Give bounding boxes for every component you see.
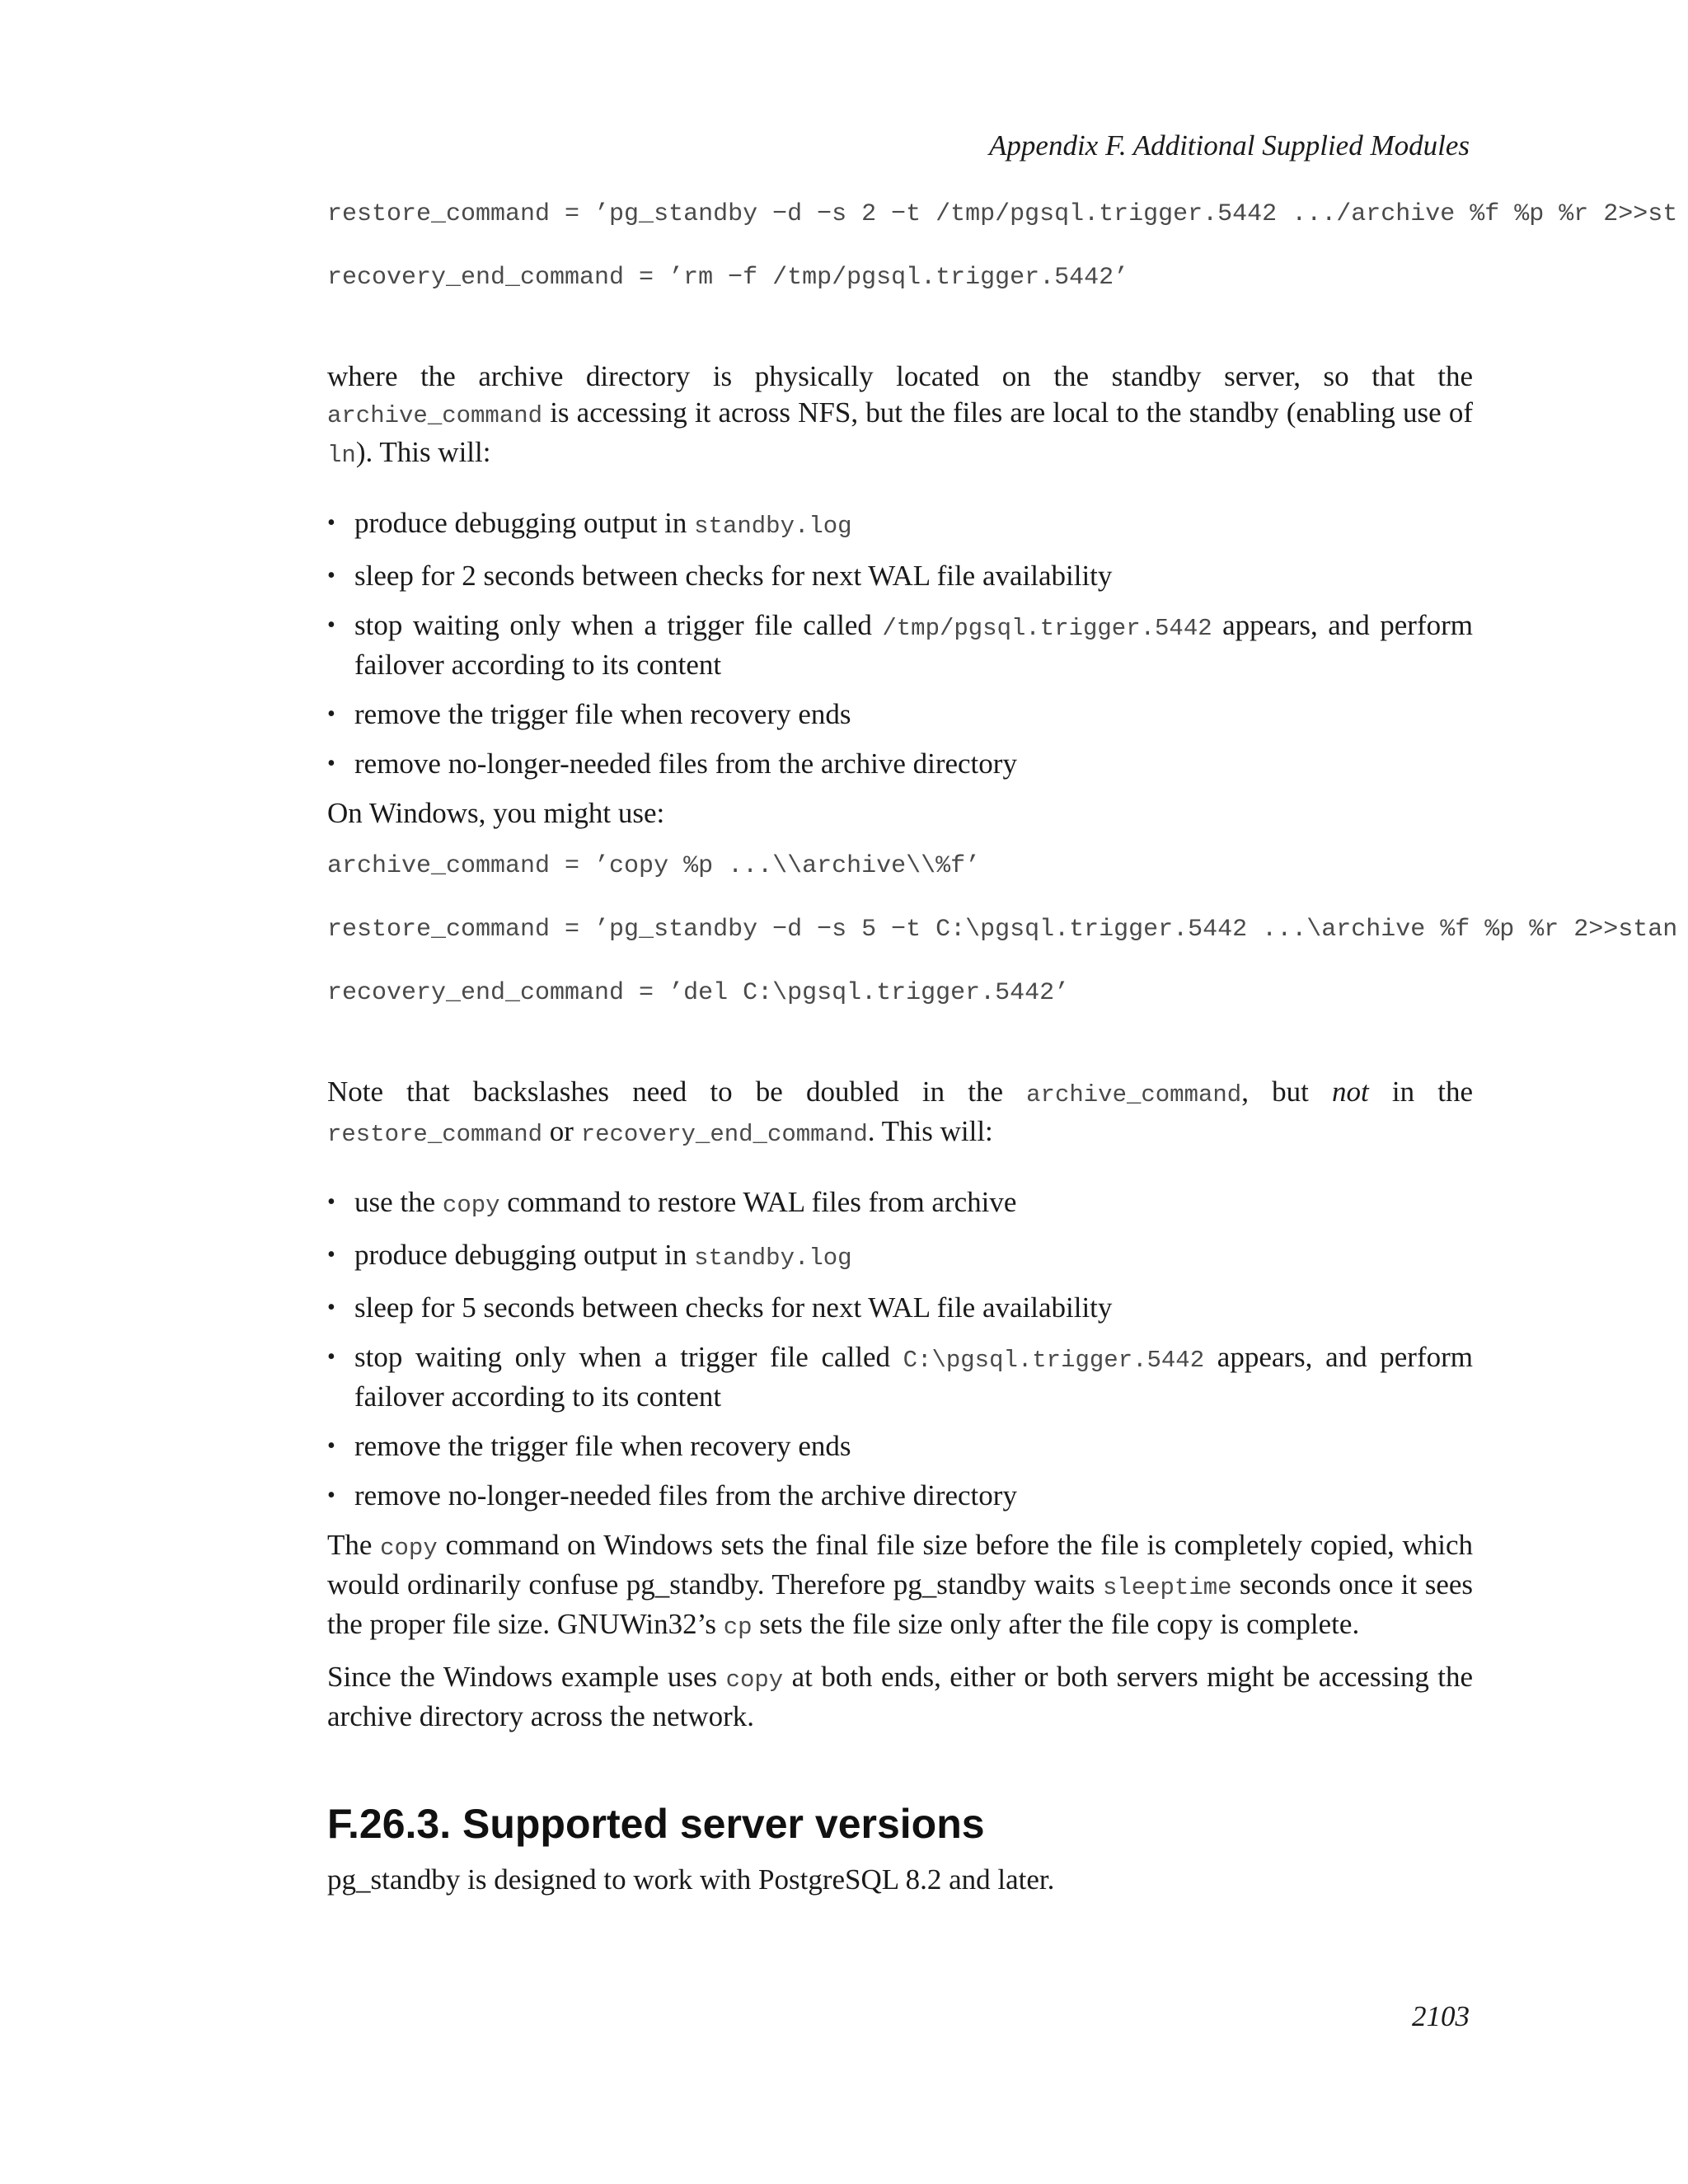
inline-code: archive_command: [1026, 1081, 1242, 1108]
list-item: • remove the trigger file when recovery ends: [327, 698, 851, 730]
code-line: archive_command = ’copy %p ...\\archive\\%f’: [327, 852, 981, 880]
paragraph-supported-versions: pg_standby is designed to work with PostgreSQL 8.2 and later.: [327, 1863, 1055, 1896]
list-item: • remove no-longer-needed files from the archive directory: [327, 1479, 1017, 1511]
section-heading: F.26.3. Supported server versions: [327, 1801, 985, 1847]
code-line: recovery_end_command = ’rm −f /tmp/pgsql.trigger.5442’: [327, 264, 1129, 292]
code-line: restore_command = ’pg_standby −d −s 5 −t C:\pgsql.trigger.5442 ...\archive %f %p %r 2>>stan: [327, 916, 1678, 944]
list-item: • stop waiting only when a trigger file called C:\pgsql.trigger.5442 appears, and perform failover according to its content: [327, 1341, 1473, 1413]
bullet-list-windows: [327, 1184, 1473, 1514]
paragraph-copy-command: The copy command on Windows sets the final file size before the file is completely copied, which would ordinarily confuse pg_standby. Therefore pg_standby waits sleeptime seconds once it sees the proper file size. GNUWin32’s cp sets the file size only after the file copy is complete.: [327, 1529, 1474, 1641]
inline-code: restore_command: [327, 1121, 543, 1148]
paragraph-backslashes-note: Note that backslashes need to be doubled in the archive_command, but not in the restore_command or recovery_end_command. This will:: [327, 1076, 1473, 1148]
list-item: • produce debugging output in standby.log: [327, 507, 852, 540]
list-item: • stop waiting only when a trigger file called /tmp/pgsql.trigger.5442 appears, and perform failover according to its content: [327, 609, 1474, 681]
inline-code: copy: [380, 1535, 438, 1562]
list-item: • produce debugging output in standby.log: [327, 1239, 852, 1272]
inline-code: cp: [723, 1614, 753, 1641]
inline-code: /tmp/pgsql.trigger.5442: [882, 615, 1212, 642]
list-item: • remove no-longer-needed files from the archive directory: [327, 748, 1017, 780]
inline-code: standby.log: [694, 513, 852, 540]
paragraph-archive-directory: where the archive directory is physically located on the standby server, so that the archive_command is accessing it across NFS, but the files are local to the standby (enabling use of ln). This will:: [327, 360, 1473, 469]
code-block-linux: [327, 191, 1678, 301]
inline-code: ln: [327, 442, 356, 469]
inline-code: copy: [442, 1192, 500, 1219]
running-header: Appendix F. Additional Supplied Modules: [989, 129, 1470, 162]
paragraph-windows-intro: On Windows, you might use:: [327, 797, 665, 829]
inline-code: sleeptime: [1102, 1574, 1232, 1601]
inline-code: archive_command: [327, 402, 543, 429]
inline-code: standby.log: [694, 1244, 852, 1272]
paragraph-windows-network: Since the Windows example uses copy at both ends, either or both servers might be accessing the archive directory across the network.: [327, 1661, 1474, 1732]
list-item: • sleep for 5 seconds between checks for next WAL file availability: [327, 1291, 1113, 1324]
bullet-list-linux: [327, 505, 1473, 782]
inline-code: copy: [725, 1666, 784, 1694]
code-line: restore_command = ’pg_standby −d −s 2 −t /tmp/pgsql.trigger.5442 .../archive %f %p %r 2>>st: [327, 200, 1678, 228]
code-line: recovery_end_command = ’del C:\pgsql.trigger.5442’: [327, 979, 1070, 1007]
list-item: • remove the trigger file when recovery ends: [327, 1430, 851, 1462]
inline-code: C:\pgsql.trigger.5442: [903, 1347, 1205, 1374]
list-item: • use the copy command to restore WAL files from archive: [327, 1186, 1017, 1219]
inline-code: recovery_end_command: [580, 1121, 868, 1148]
page-content: [327, 191, 1678, 1898]
code-block-windows: [327, 843, 1678, 1016]
list-item: • sleep for 2 seconds between checks for next WAL file availability: [327, 560, 1113, 592]
page-number: 2103: [1412, 2000, 1470, 2032]
